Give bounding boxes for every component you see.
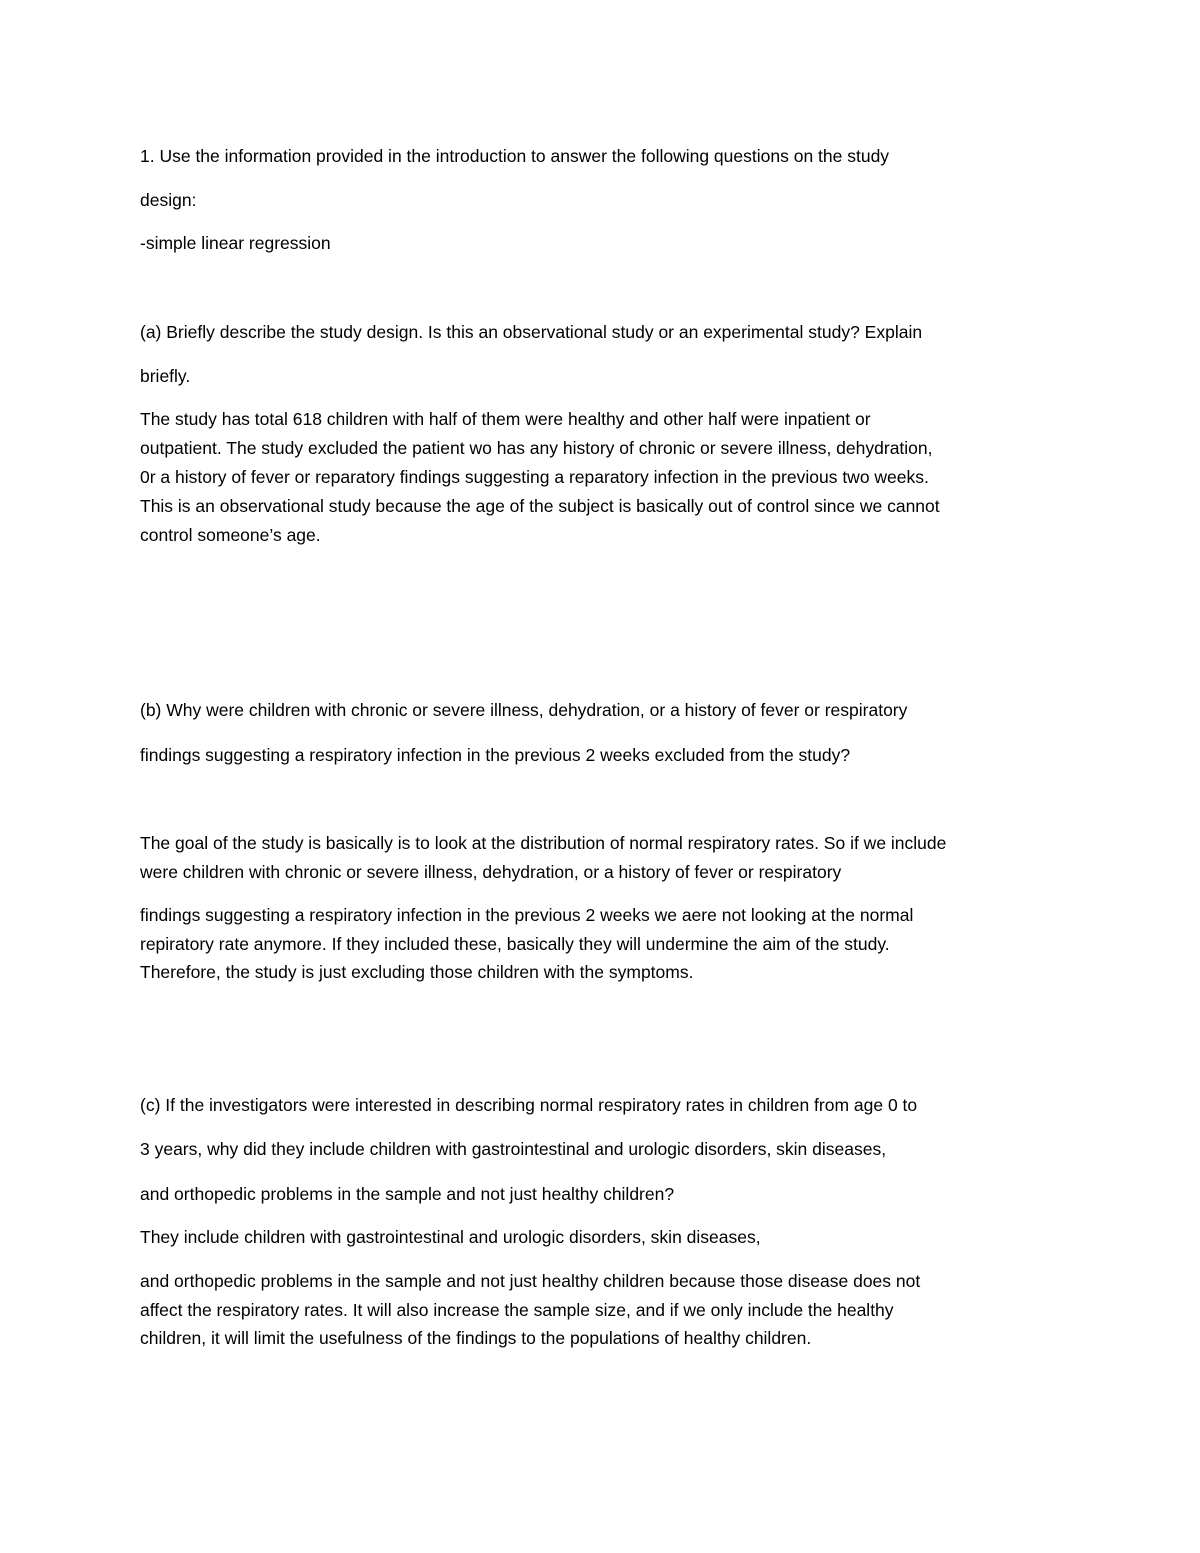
part-a-question-line-1: (a) Briefly describe the study design. Is this an observational study or an experimental study? Explain xyxy=(140,322,923,342)
question-1-intro-line-1: 1. Use the information provided in the introduction to answer the following questions on the study xyxy=(140,146,890,166)
part-b-question-line-2: findings suggesting a respiratory infection in the previous 2 weeks excluded from the study? xyxy=(140,745,851,765)
part-a-answer-line: 0r a history of fever or reparatory findings suggesting a reparatory infection in the previous two weeks. xyxy=(140,467,929,487)
part-a-answer-line: This is an observational study because the age of the subject is basically out of control since we cannot xyxy=(140,496,940,516)
part-c-answer-line: children, it will limit the usefulness of the findings to the populations of healthy children. xyxy=(140,1328,812,1348)
part-c-question-line-1: (c) If the investigators were interested in describing normal respiratory rates in children from age 0 to xyxy=(140,1095,918,1115)
question-1-topic: -simple linear regression xyxy=(140,233,331,253)
part-c-answer-line: affect the respiratory rates. It will also increase the sample size, and if we only include the healthy xyxy=(140,1300,894,1320)
part-b-question-line-1: (b) Why were children with chronic or severe illness, dehydration, or a history of fever or respiratory xyxy=(140,700,908,720)
part-c-question-line-2: 3 years, why did they include children with gastrointestinal and urologic disorders, skin diseases, xyxy=(140,1139,887,1159)
part-a-answer-line: outpatient. The study excluded the patient wo has any history of chronic or severe illness, dehydration, xyxy=(140,438,933,458)
part-c-question-line-3: and orthopedic problems in the sample and not just healthy children? xyxy=(140,1184,675,1204)
part-c-answer-line: They include children with gastrointestinal and urologic disorders, skin diseases, xyxy=(140,1227,761,1247)
part-a-answer-line: The study has total 618 children with half of them were healthy and other half were inpatient or xyxy=(140,409,871,429)
part-b-answer-line: The goal of the study is basically is to look at the distribution of normal respiratory rates. So if we include xyxy=(140,833,947,853)
part-b-answer-line: findings suggesting a respiratory infection in the previous 2 weeks we aere not looking at the normal xyxy=(140,905,914,925)
part-b-answer-line: Therefore, the study is just excluding those children with the symptoms. xyxy=(140,962,694,982)
part-a-question-line-2: briefly. xyxy=(140,366,191,386)
part-a-answer-line: control someone’s age. xyxy=(140,525,321,545)
part-c-answer-line: and orthopedic problems in the sample and not just healthy children because those disease does not xyxy=(140,1271,921,1291)
question-1-intro-line-2: design: xyxy=(140,190,197,210)
part-b-answer-line: were children with chronic or severe illness, dehydration, or a history of fever or respiratory xyxy=(140,862,842,882)
part-b-answer-line: repiratory rate anymore. If they included these, basically they will undermine the aim of the study. xyxy=(140,934,890,954)
